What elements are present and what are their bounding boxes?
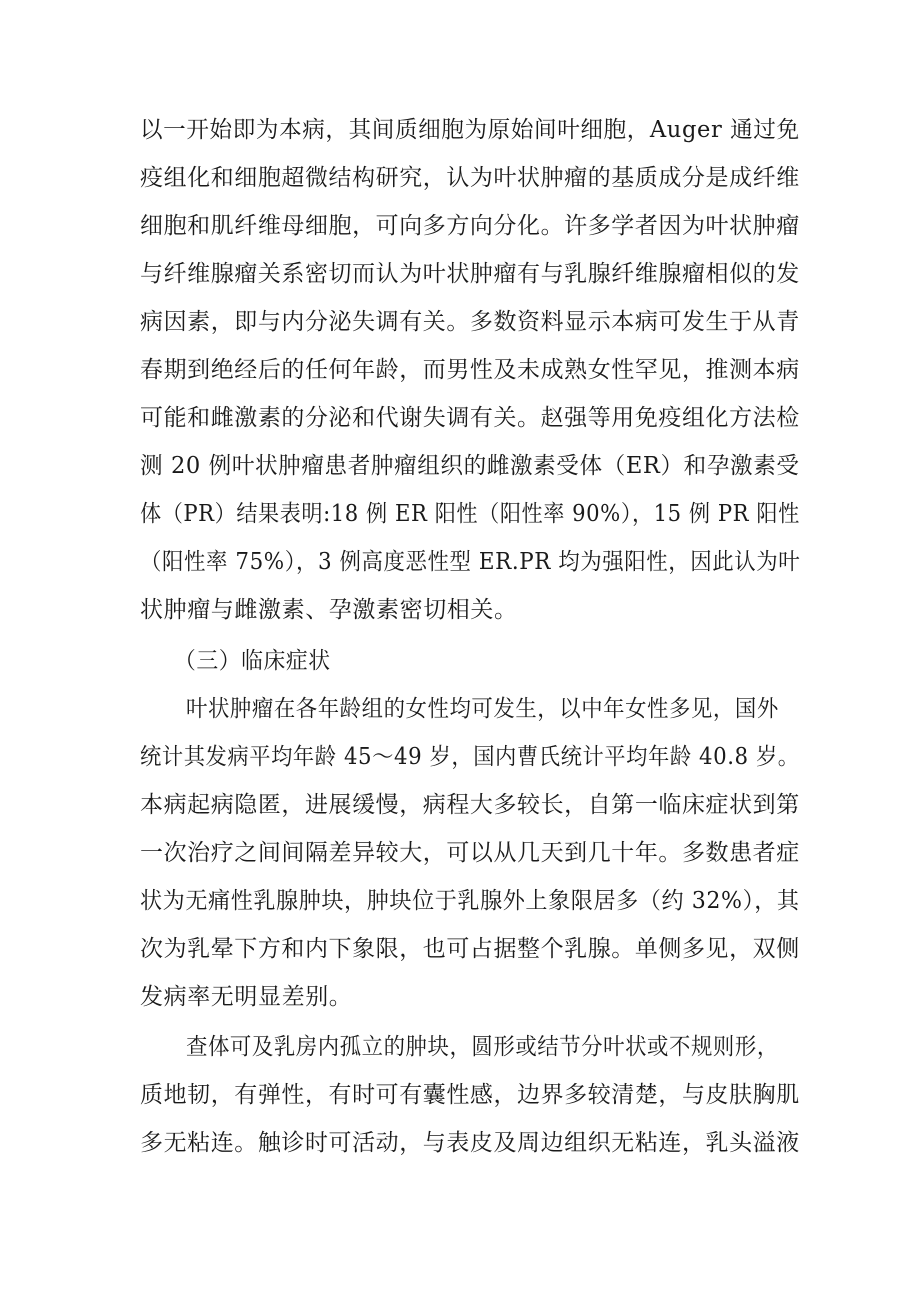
paragraph-1-line-1: 以一开始即为本病，其间质细胞为原始间叶细胞，Auger 通过免 bbox=[140, 117, 800, 143]
paragraph-2-line-4: 一次治疗之间间隔差异较大，可以从几天到几十年。多数患者症 bbox=[140, 840, 800, 866]
paragraph-1-line-2: 疫组化和细胞超微结构研究，认为叶状肿瘤的基质成分是成纤维 bbox=[140, 165, 800, 191]
paragraph-1-line-9: 体（PR）结果表明:18 例 ER 阳性（阳性率 90%），15 例 PR 阳性 bbox=[140, 501, 800, 527]
paragraph-2-line-2: 统计其发病平均年龄 45～49 岁，国内曹氏统计平均年龄 40.8 岁。 bbox=[140, 744, 800, 770]
paragraph-1-line-3: 细胞和肌纤维母细胞，可向多方向分化。许多学者因为叶状肿瘤 bbox=[140, 213, 800, 239]
paragraph-1-line-5: 病因素，即与内分泌失调有关。多数资料显示本病可发生于从青 bbox=[140, 309, 800, 335]
paragraph-1-line-11: 状肿瘤与雌激素、孕激素密切相关。 bbox=[140, 597, 518, 623]
paragraph-1-line-6: 春期到绝经后的任何年龄，而男性及未成熟女性罕见，推测本病 bbox=[140, 357, 800, 383]
paragraph-2-line-1: 叶状肿瘤在各年龄组的女性均可发生，以中年女性多见，国外 bbox=[186, 696, 779, 722]
paragraph-3-line-2: 质地韧，有弹性，有时可有囊性感，边界多较清楚，与皮肤胸肌 bbox=[140, 1082, 800, 1108]
paragraph-3-line-3: 多无粘连。触诊时可活动，与表皮及周边组织无粘连，乳头溢液 bbox=[140, 1130, 800, 1156]
paragraph-2-line-3: 本病起病隐匿，进展缓慢，病程大多较长，自第一临床症状到第 bbox=[140, 792, 800, 818]
paragraph-1-line-4: 与纤维腺瘤关系密切而认为叶状肿瘤有与乳腺纤维腺瘤相似的发 bbox=[140, 261, 800, 287]
paragraph-3-line-1: 查体可及乳房内孤立的肿块，圆形或结节分叶状或不规则形， bbox=[186, 1034, 779, 1060]
paragraph-1-line-10: （阳性率 75%），3 例高度恶性型 ER.PR 均为强阳性，因此认为叶 bbox=[140, 549, 801, 575]
paragraph-1-line-7: 可能和雌激素的分泌和代谢失调有关。赵强等用免疫组化方法检 bbox=[140, 405, 800, 431]
section-heading: （三）临床症状 bbox=[174, 648, 331, 674]
paragraph-2-line-7: 发病率无明显差别。 bbox=[140, 984, 353, 1010]
paragraph-2-line-5: 状为无痛性乳腺肿块，肿块位于乳腺外上象限居多（约 32%），其 bbox=[140, 888, 800, 914]
paragraph-2-line-6: 次为乳晕下方和内下象限，也可占据整个乳腺。单侧多见，双侧 bbox=[140, 936, 800, 962]
paragraph-1-line-8: 测 20 例叶状肿瘤患者肿瘤组织的雌激素受体（ER）和孕激素受 bbox=[140, 453, 800, 479]
